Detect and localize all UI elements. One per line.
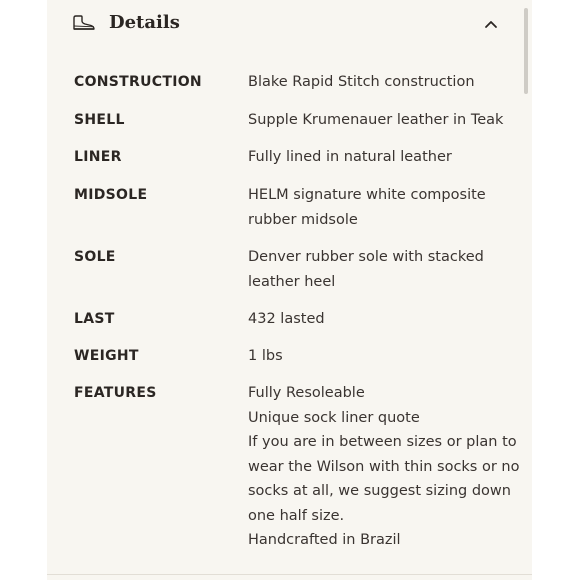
spec-value-line: Handcrafted in Brazil — [248, 532, 401, 548]
spec-value-line: 1 lbs — [248, 348, 283, 364]
details-header[interactable] — [47, 0, 532, 48]
spec-value — [248, 70, 508, 95]
spec-value-line: wear the Wilson with thin socks or no — [248, 458, 520, 475]
section-divider — [47, 574, 532, 575]
spec-label: MIDSOLE — [74, 187, 148, 203]
section-title: Details — [109, 12, 180, 33]
spec-label: CONSTRUCTION — [74, 74, 202, 90]
spec-value-line: 432 lasted — [248, 311, 325, 327]
spec-value — [248, 183, 508, 232]
spec-value — [248, 108, 508, 133]
spec-label: FEATURES — [74, 385, 157, 401]
spec-value — [248, 344, 508, 369]
spec-value — [248, 307, 508, 332]
spec-value-line: Fully lined in natural leather — [248, 149, 452, 165]
spec-value-line: leather heel — [248, 273, 336, 290]
spec-label: SHELL — [74, 112, 125, 128]
spec-value-line: Denver rubber sole with stacked — [248, 249, 484, 265]
spec-label: SOLE — [74, 249, 116, 265]
spec-label: LAST — [74, 311, 115, 327]
spec-value-line: Blake Rapid Stitch construction — [248, 74, 475, 90]
spec-value-line: socks at all, we suggest sizing down — [248, 483, 511, 499]
spec-value — [248, 381, 520, 553]
spec-label: LINER — [74, 149, 122, 165]
spec-value-line: one half size. — [248, 507, 345, 524]
details-panel — [47, 0, 532, 580]
spec-value-line: Supple Krumenauer leather in Teak — [248, 112, 504, 128]
chevron-up-icon[interactable] — [481, 15, 501, 33]
spec-value — [248, 245, 508, 294]
scrollbar-thumb[interactable] — [524, 8, 528, 94]
spec-value-line: Fully Resoleable — [248, 385, 365, 401]
spec-value — [248, 145, 508, 170]
spec-value-line: rubber midsole — [248, 211, 358, 228]
shoe-icon — [72, 14, 96, 32]
spec-value-line: If you are in between sizes or plan to — [248, 434, 517, 450]
spec-label: WEIGHT — [74, 348, 139, 364]
spec-value-line: HELM signature white composite — [248, 187, 486, 203]
spec-value-line: Unique sock liner quote — [248, 409, 420, 426]
